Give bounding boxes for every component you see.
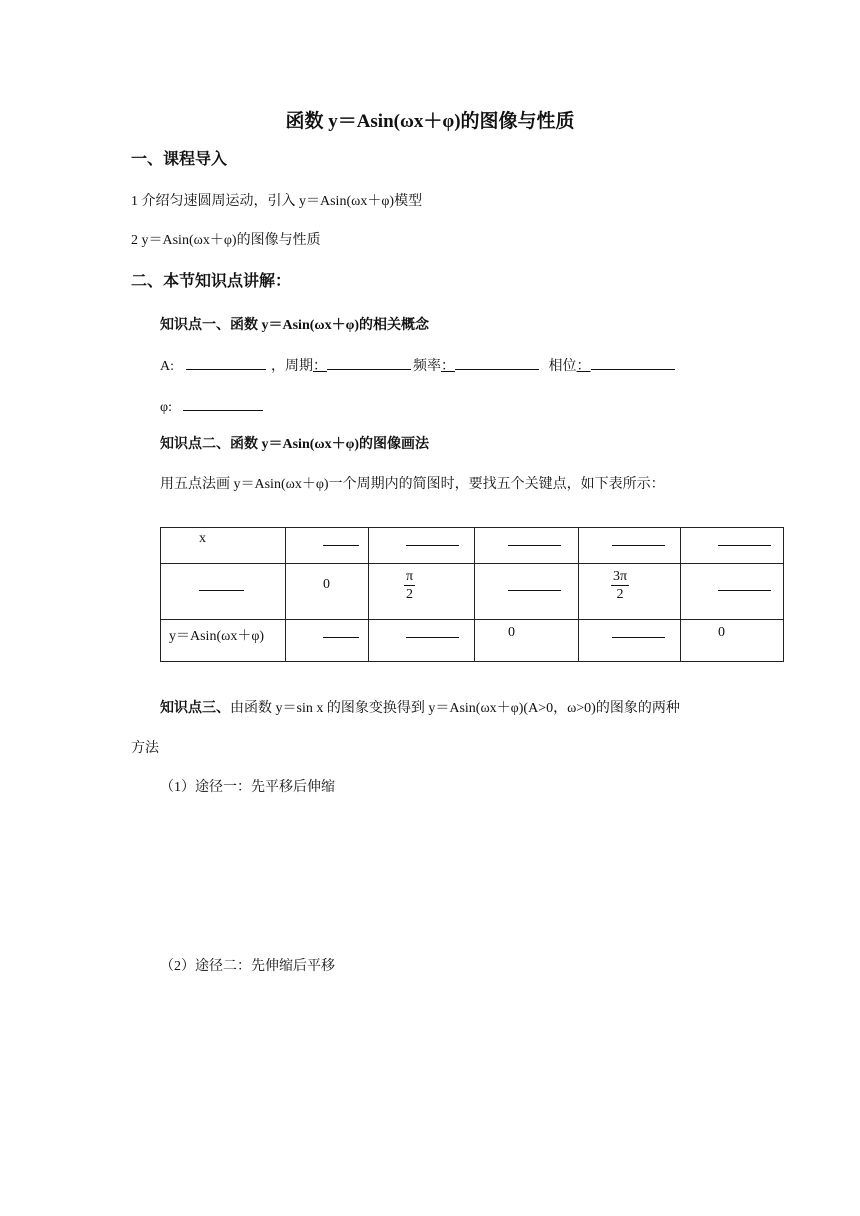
answer-blank xyxy=(508,545,561,546)
answer-blank xyxy=(323,545,359,546)
answer-blank xyxy=(199,590,244,591)
answer-blank xyxy=(612,545,665,546)
phi-label: φ: xyxy=(160,400,172,415)
kp2-text: 用五点法画 y＝Asin(ωx＋φ)一个周期内的简图时，要找五个关键点，如下表所示： xyxy=(160,477,665,492)
row-label-x: x xyxy=(199,531,206,546)
row-label-y: y＝Asin(ωx＋φ) xyxy=(169,629,265,644)
table-cell xyxy=(369,564,475,620)
table-cell xyxy=(579,564,681,620)
answer-blank xyxy=(718,545,771,546)
frequency-label: 频率 xyxy=(413,359,441,374)
table-cell xyxy=(369,620,475,662)
table-cell xyxy=(475,564,579,620)
kp3-line xyxy=(160,697,680,717)
table-cell xyxy=(475,620,579,662)
table-value: 0 xyxy=(323,577,330,592)
table-value: 0 xyxy=(718,625,725,640)
page-title: 函数 y＝Asin(ωx＋φ)的图像与性质 xyxy=(285,111,575,132)
table-cell xyxy=(161,564,286,620)
table-cell xyxy=(161,528,286,564)
fraction-denominator: 2 xyxy=(406,587,414,602)
table-cell xyxy=(681,528,784,564)
table-cell xyxy=(286,528,369,564)
answer-blank xyxy=(612,637,665,638)
fraction-denominator: 2 xyxy=(616,587,624,602)
answer-blank xyxy=(406,545,459,546)
table-cell xyxy=(369,528,475,564)
route-2: （2）途径二：先伸缩后平移 xyxy=(160,959,335,974)
five-point-table xyxy=(160,527,784,662)
phi-blank xyxy=(183,396,263,411)
table-cell xyxy=(475,528,579,564)
phase-colon: ： xyxy=(576,359,591,374)
fraction-numerator: π xyxy=(406,569,414,584)
route-1: （1）途径一：先平移后伸缩 xyxy=(160,780,335,795)
amplitude-label: A: xyxy=(160,359,174,374)
kp2-heading: 知识点二、函数 y＝Asin(ωx＋φ)的图像画法 xyxy=(160,437,430,452)
period-colon: ： xyxy=(313,359,327,374)
section1-heading: 一、课程导入 xyxy=(131,151,228,168)
fraction-pi-over-2 xyxy=(404,568,415,603)
answer-blank xyxy=(323,637,359,638)
kp3-text: 由函数 y＝sin x 的图象变换得到 y＝Asin(ωx＋φ)(A>0，ω>0)的图象的两种 xyxy=(230,701,680,716)
kp1-heading: 知识点一、函数 y＝Asin(ωx＋φ)的相关概念 xyxy=(160,318,430,333)
period-label: ，周期 xyxy=(271,359,313,374)
kp3-heading: 知识点三、 xyxy=(160,701,230,716)
answer-blank xyxy=(406,637,459,638)
phi-line xyxy=(160,396,265,416)
table-value: 0 xyxy=(508,625,515,640)
frequency-colon: ： xyxy=(441,359,455,374)
section2-heading: 二、本节知识点讲解： xyxy=(131,273,292,290)
period-blank xyxy=(327,355,411,370)
fraction-3pi-over-2 xyxy=(611,568,629,603)
intro-item-2: 2 y＝Asin(ωx＋φ)的图像与性质 xyxy=(131,233,321,248)
phase-blank xyxy=(591,355,675,370)
amplitude-blank xyxy=(186,355,266,370)
table-cell xyxy=(579,620,681,662)
table-cell xyxy=(286,564,369,620)
frequency-blank xyxy=(455,355,539,370)
intro-item-1: 1 介绍匀速圆周运动，引入 y＝Asin(ωx＋φ)模型 xyxy=(131,194,423,209)
answer-blank xyxy=(508,590,561,591)
table-cell xyxy=(681,564,784,620)
answer-blank xyxy=(718,590,771,591)
table-row xyxy=(161,564,784,620)
table-row xyxy=(161,620,784,662)
kp1-concepts-line xyxy=(160,355,677,375)
phase-label: 相位 xyxy=(548,359,577,374)
table-cell xyxy=(161,620,286,662)
table-cell xyxy=(579,528,681,564)
kp3-text-cont: 方法 xyxy=(131,741,159,756)
table-row xyxy=(161,528,784,564)
fraction-numerator: 3π xyxy=(613,569,628,584)
table-cell xyxy=(681,620,784,662)
table-cell xyxy=(286,620,369,662)
